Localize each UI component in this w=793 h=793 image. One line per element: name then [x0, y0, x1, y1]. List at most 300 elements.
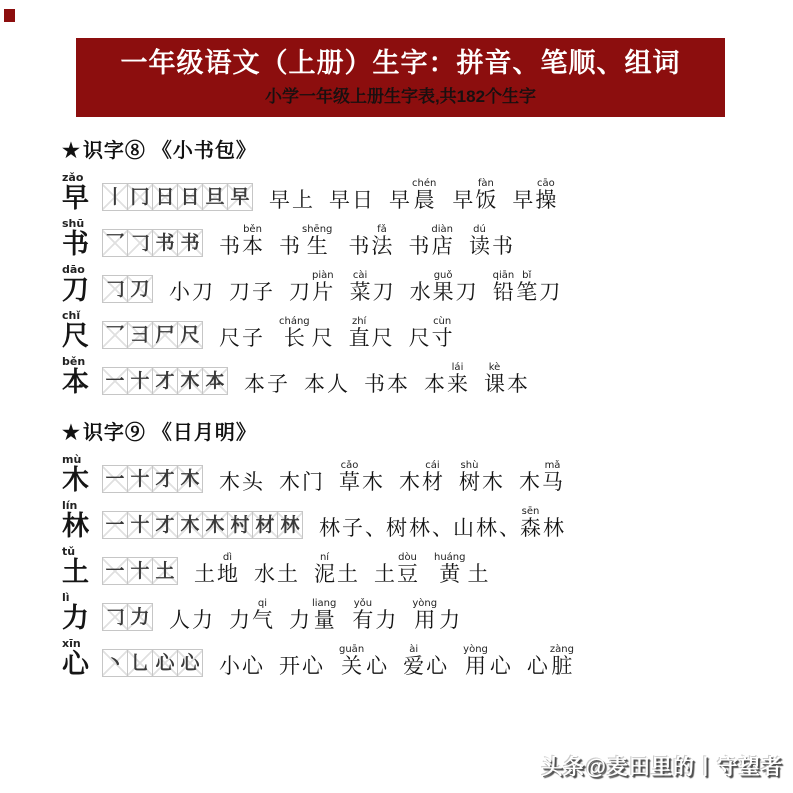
character-cell [62, 500, 102, 540]
word-character: 木 [362, 470, 383, 494]
syllable [319, 506, 340, 540]
pinyin-annotation: bǐ [522, 270, 532, 281]
word-character: 力 [289, 608, 310, 632]
syllable [399, 460, 420, 494]
word [409, 316, 455, 350]
word-character: 木 [482, 470, 503, 494]
word-character: 土 [467, 562, 489, 586]
section-heading [62, 416, 762, 445]
word-character: 气 [252, 608, 273, 632]
stroke-glyph: 木 [180, 370, 200, 392]
word [169, 598, 215, 632]
word [279, 460, 325, 494]
stroke-glyph: 早 [230, 186, 250, 208]
character-pinyin: lín [62, 499, 78, 512]
word [349, 316, 395, 350]
word [269, 178, 315, 212]
character-pinyin: běn [62, 355, 86, 368]
words-line [219, 316, 469, 350]
syllable [229, 598, 250, 632]
syllable [314, 552, 335, 586]
stroke-cell [227, 511, 253, 539]
syllable [468, 552, 489, 586]
pinyin-annotation: fǎ [377, 224, 387, 235]
character-pinyin: chǐ [62, 309, 81, 322]
word-character: 树 [459, 470, 480, 494]
stroke-glyph: 尺 [180, 324, 200, 346]
syllable [512, 178, 533, 212]
syllable [550, 644, 574, 678]
pinyin-annotation: kè [488, 362, 501, 373]
stroke-glyph: 丶 [105, 652, 125, 674]
stroke-order-grid [102, 275, 153, 303]
main-character: 土 [62, 557, 89, 587]
word-character: 水 [409, 280, 431, 304]
word-character: 子 [267, 372, 288, 396]
syllable [242, 644, 263, 678]
stroke-glyph: 林 [280, 514, 300, 536]
syllable [403, 644, 424, 678]
stroke-cell [177, 321, 203, 349]
stroke-glyph: 土 [155, 560, 175, 582]
word-character: 林 [476, 516, 497, 540]
stroke-cell [152, 321, 178, 349]
syllable [312, 598, 336, 632]
pinyin-annotation: sēn [521, 506, 540, 517]
word-character: 木 [279, 470, 300, 494]
word-character: 店 [431, 234, 453, 258]
word-character: 铅 [492, 280, 514, 304]
word-character: 木 [219, 470, 240, 494]
stroke-order-grid [102, 367, 228, 395]
word [329, 178, 375, 212]
syllable [469, 224, 490, 258]
character-cell [62, 356, 102, 396]
stroke-glyph: 十 [130, 514, 150, 536]
stroke-glyph: 𠃌 [130, 232, 150, 254]
syllable [169, 270, 190, 304]
stroke-glyph: 乛 [105, 324, 125, 346]
words-line [219, 224, 529, 258]
stroke-cell [177, 229, 203, 257]
syllable [519, 460, 540, 494]
word-character: 读 [468, 234, 490, 258]
word-character: 课 [484, 372, 505, 396]
word-character: 子 [342, 516, 363, 540]
syllable [277, 552, 298, 586]
syllable [362, 460, 383, 494]
word-character: 水 [254, 562, 275, 586]
word [412, 598, 462, 632]
syllable [329, 178, 350, 212]
word [289, 598, 338, 632]
pinyin-annotation: guǒ [433, 270, 453, 281]
pinyin-annotation: cài [352, 270, 368, 281]
main-character: 木 [62, 465, 89, 495]
pinyin-annotation: guān [339, 644, 365, 655]
main-character: 力 [62, 603, 89, 633]
word-character: 直 [348, 326, 370, 350]
word-character: 森 [520, 516, 541, 540]
character-cell [62, 454, 102, 494]
word-character: 用 [465, 654, 487, 678]
stroke-cell [177, 367, 203, 395]
word-character: 本 [244, 372, 265, 396]
syllable [302, 224, 332, 258]
character-cell [62, 264, 102, 304]
word-character: 豆 [397, 562, 418, 586]
pinyin-annotation: lái [451, 362, 464, 373]
word-character: 书 [279, 234, 300, 258]
word [229, 598, 275, 632]
word-character: 小 [219, 654, 240, 678]
stroke-cell [177, 511, 203, 539]
character-row [62, 500, 762, 540]
pinyin-annotation: qiān [492, 270, 515, 281]
stroke-cell [252, 511, 278, 539]
syllable [410, 270, 431, 304]
word-character: 刀 [229, 280, 250, 304]
worksheet-content [62, 134, 762, 698]
stroke-glyph: 日 [180, 186, 200, 208]
stroke-glyph: 村 [230, 514, 250, 536]
syllable [192, 270, 213, 304]
word [289, 270, 336, 304]
pinyin-annotation: yòng [463, 644, 488, 655]
word-character: 书 [348, 234, 370, 258]
corner-accent-square [4, 9, 15, 22]
syllable [456, 270, 477, 304]
words-line [269, 178, 572, 212]
word-character: 笔 [516, 280, 538, 304]
word-character: 土 [337, 562, 358, 586]
word [399, 460, 445, 494]
word-character: 菜 [349, 280, 371, 304]
stroke-order-grid [102, 229, 203, 257]
word [364, 362, 410, 396]
syllable [312, 316, 333, 350]
stroke-cell [177, 183, 203, 211]
syllable [252, 598, 273, 632]
syllable [433, 270, 454, 304]
word-character: 地 [217, 562, 238, 586]
syllable [252, 270, 273, 304]
syllable [408, 224, 429, 258]
word-character: 有 [352, 608, 374, 632]
stroke-cell [202, 367, 228, 395]
word-character: 果 [432, 280, 454, 304]
syllable [432, 316, 453, 350]
word [314, 552, 360, 586]
word-character: 人 [327, 372, 348, 396]
syllable [304, 362, 325, 396]
stroke-cell [102, 649, 128, 677]
word-character: 尺 [219, 326, 240, 350]
word-character: 头 [242, 470, 263, 494]
word-character: 片 [312, 280, 334, 304]
word [339, 644, 389, 678]
word-character: 力 [192, 608, 213, 632]
syllable [520, 506, 541, 540]
stroke-glyph: 木 [180, 468, 200, 490]
stroke-cell [127, 183, 153, 211]
character-row [62, 310, 762, 350]
syllable [431, 224, 453, 258]
character-row [62, 218, 762, 258]
pinyin-annotation: dú [473, 224, 486, 235]
syllable [254, 552, 275, 586]
syllable [426, 644, 447, 678]
word-character: 本 [507, 372, 528, 396]
pinyin-annotation: liang [312, 598, 337, 609]
pinyin-annotation: fàn [477, 178, 494, 189]
stroke-cell [102, 321, 128, 349]
word [254, 552, 300, 586]
word-character: 心 [526, 654, 548, 678]
word-character: 晨 [413, 188, 435, 212]
word-character: 本 [242, 234, 263, 258]
word-character: 黄 [439, 562, 461, 586]
syllable [539, 270, 560, 304]
section [62, 416, 762, 678]
main-character: 书 [62, 229, 89, 259]
word-character: 用 [414, 608, 436, 632]
stroke-glyph: 尸 [155, 324, 175, 346]
syllable [409, 506, 430, 540]
syllable [242, 460, 263, 494]
word-separator: 、 [365, 516, 386, 540]
pinyin-annotation: dòu [398, 552, 417, 563]
word-character: 草 [339, 470, 360, 494]
stroke-cell [152, 465, 178, 493]
page-subtitle: 小学一年级上册生字表,共182个生字 [264, 87, 537, 107]
word-character: 来 [447, 372, 468, 396]
syllable [289, 598, 310, 632]
stroke-glyph: 刀 [130, 278, 150, 300]
stroke-glyph: 𠃌 [105, 278, 125, 300]
character-cell [62, 638, 102, 678]
word [424, 362, 470, 396]
syllable [279, 224, 300, 258]
word-character: 操 [535, 188, 557, 212]
word [410, 270, 479, 304]
word-character: 开 [279, 654, 300, 678]
word-character: 人 [169, 608, 190, 632]
word-character: 长 [283, 326, 305, 350]
main-character: 心 [62, 649, 89, 679]
syllable [475, 178, 496, 212]
word [408, 224, 455, 258]
syllable [543, 506, 564, 540]
stroke-cell [102, 557, 128, 585]
stroke-glyph: 十 [130, 560, 150, 582]
word-character: 早 [329, 188, 350, 212]
word-character: 土 [277, 562, 298, 586]
stroke-glyph: 一 [105, 468, 125, 490]
syllable [279, 460, 300, 494]
syllable [366, 644, 387, 678]
words-line [194, 552, 505, 586]
pinyin-annotation: huáng [434, 552, 466, 563]
stroke-glyph: 十 [130, 370, 150, 392]
word-character: 刀 [289, 280, 310, 304]
stroke-glyph: 旦 [205, 186, 225, 208]
section [62, 134, 762, 396]
word [389, 178, 438, 212]
header-banner [76, 38, 725, 117]
character-pinyin: zǎo [62, 171, 84, 184]
syllable [169, 598, 190, 632]
pinyin-annotation: mǎ [544, 460, 561, 471]
word-character: 书 [491, 234, 513, 258]
words-line [219, 460, 579, 494]
character-cell [62, 546, 102, 586]
syllable [267, 362, 288, 396]
stroke-cell [277, 511, 303, 539]
stroke-cell [127, 511, 153, 539]
stroke-glyph: 一 [105, 560, 125, 582]
syllable [242, 224, 263, 258]
character-row [62, 264, 762, 304]
word [304, 362, 350, 396]
word-character: 心 [242, 654, 263, 678]
word-character: 早 [269, 188, 290, 212]
word-character: 爱 [403, 654, 425, 678]
stroke-cell [127, 557, 153, 585]
stroke-order-grid [102, 511, 303, 539]
syllable [194, 552, 215, 586]
words-line [219, 644, 590, 678]
character-cell [62, 310, 102, 350]
character-pinyin: dāo [62, 263, 85, 276]
stroke-cell [102, 275, 128, 303]
word-character: 刀 [372, 280, 394, 304]
syllable [312, 270, 334, 304]
word-character: 心 [366, 654, 388, 678]
word [339, 460, 385, 494]
word-separator: 、 [432, 516, 453, 540]
syllable [482, 460, 503, 494]
syllable [371, 224, 392, 258]
main-character: 本 [62, 367, 89, 397]
pinyin-annotation: chén [412, 178, 437, 189]
word-character: 尺 [371, 326, 393, 350]
syllable [364, 362, 385, 396]
word [469, 224, 515, 258]
word-character: 木 [399, 470, 420, 494]
word-character: 力 [229, 608, 250, 632]
word-character: 早 [452, 188, 474, 212]
stroke-glyph: 才 [155, 468, 175, 490]
main-character: 林 [62, 511, 89, 541]
word-character: 脏 [551, 654, 573, 678]
stroke-glyph: 一 [105, 370, 125, 392]
word-character: 林 [543, 516, 564, 540]
word [527, 644, 576, 678]
syllable [507, 362, 528, 396]
character-row [62, 638, 762, 678]
stroke-glyph: 才 [155, 514, 175, 536]
syllable [352, 598, 373, 632]
pinyin-annotation: piàn [312, 270, 334, 281]
word [352, 598, 398, 632]
stroke-glyph: 力 [130, 606, 150, 628]
word [452, 178, 498, 212]
word-character: 心 [426, 654, 448, 678]
main-character: 尺 [62, 321, 89, 351]
syllable [463, 644, 488, 678]
syllable [192, 598, 213, 632]
main-character: 早 [62, 183, 89, 213]
stroke-cell [127, 603, 153, 631]
word-character: 材 [422, 470, 443, 494]
stroke-cell [152, 511, 178, 539]
stroke-glyph: 日 [155, 186, 175, 208]
pinyin-annotation: ní [319, 552, 330, 563]
word-character: 上 [292, 188, 313, 212]
words-line [169, 598, 476, 632]
syllable [219, 644, 240, 678]
stroke-order-grid [102, 557, 178, 585]
pinyin-annotation: dì [222, 552, 233, 563]
stroke-glyph: 十 [130, 468, 150, 490]
word [434, 552, 491, 586]
stroke-order-grid [102, 649, 203, 677]
syllable [289, 270, 310, 304]
character-row [62, 356, 762, 396]
syllable [375, 598, 396, 632]
stroke-cell [152, 229, 178, 257]
word-character: 子 [252, 280, 273, 304]
word [219, 644, 265, 678]
word-character: 尺 [311, 326, 333, 350]
word-character: 门 [302, 470, 323, 494]
word-character: 书 [364, 372, 385, 396]
word-character: 生 [306, 234, 328, 258]
word-character: 书 [219, 234, 240, 258]
page-title: 一年级语文（上册）生字：拼音、笔顺、组词 [120, 47, 681, 78]
pinyin-annotation: cháng [279, 316, 310, 327]
word [169, 270, 215, 304]
stroke-glyph: 书 [155, 232, 175, 254]
word-character: 早 [512, 188, 534, 212]
syllable [527, 644, 548, 678]
word-character: 本 [424, 372, 445, 396]
stroke-glyph: 冂 [130, 186, 150, 208]
word [244, 362, 290, 396]
word-character: 山 [453, 516, 474, 540]
stroke-cell [227, 183, 253, 211]
character-cell [62, 172, 102, 212]
words-line [169, 270, 576, 304]
stroke-cell [102, 603, 128, 631]
word-character: 本 [304, 372, 325, 396]
syllable [476, 506, 497, 540]
syllable [542, 460, 563, 494]
character-row [62, 454, 762, 494]
word-character: 寸 [431, 326, 453, 350]
stroke-cell [102, 229, 128, 257]
word-character: 刀 [192, 280, 213, 304]
word [493, 270, 563, 304]
word [519, 460, 565, 494]
word-character: 泥 [314, 562, 335, 586]
syllable [386, 506, 407, 540]
word-character: 树 [386, 516, 407, 540]
word [219, 224, 265, 258]
syllable [279, 644, 300, 678]
syllable [244, 362, 265, 396]
